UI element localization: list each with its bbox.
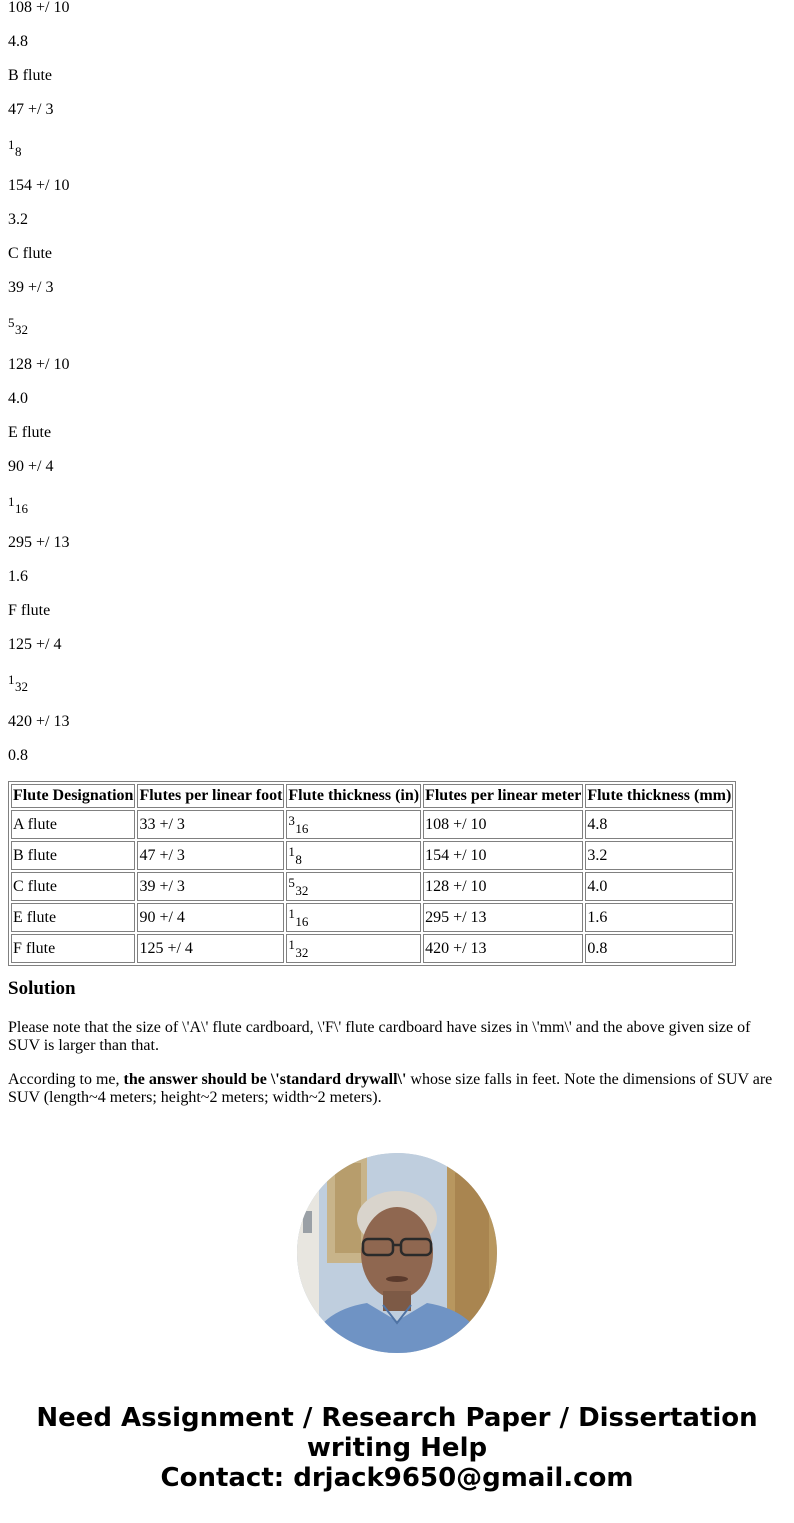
fraction-denominator: 16: [295, 913, 309, 929]
c-flute-per-meter: 128 +/ 10: [8, 356, 70, 373]
e-flute-per-meter: 295 +/ 13: [8, 534, 70, 551]
c-flute-name: C flute: [8, 245, 52, 262]
footer-line-2: writing Help: [306, 1433, 488, 1463]
table-row: [11, 934, 733, 963]
cell-per-foot: 47 +/ 3: [137, 841, 284, 870]
cell-per-meter: 154 +/ 10: [423, 841, 583, 870]
thickness-fraction: [288, 876, 312, 898]
cell-designation: E flute: [11, 903, 135, 932]
flute-table: [8, 781, 736, 966]
paragraph-text: whose size falls in feet. Note the dimensions of SUV are SUV (length~4 meters; height~2 meters; width~2 meters).: [8, 1071, 773, 1106]
cell-thickness-mm: 3.2: [585, 841, 733, 870]
footer-line-1: Need Assignment / Research Paper / Dissertation: [36, 1403, 758, 1433]
table-row: [11, 810, 733, 839]
fraction-denominator: 32: [15, 679, 28, 694]
fraction-numerator: 1: [288, 843, 295, 859]
b-flute-name: B flute: [8, 67, 52, 84]
footer-contact-line: Contact: drjack9650@gmail.com: [160, 1463, 634, 1493]
cell-thickness-mm: 0.8: [585, 934, 733, 963]
author-avatar: [297, 1153, 497, 1353]
cell-per-foot: 39 +/ 3: [137, 872, 284, 901]
thickness-fraction: [288, 845, 312, 867]
fraction-numerator: 1: [288, 936, 295, 952]
e-flute-name: E flute: [8, 424, 52, 441]
cell-thickness-mm: 4.8: [585, 810, 733, 839]
fraction-numerator: 3: [288, 812, 295, 828]
cell-designation: A flute: [11, 810, 135, 839]
table-row: [11, 872, 733, 901]
cell-designation: F flute: [11, 934, 135, 963]
table-row: [11, 903, 733, 932]
f-flute-per-meter: 420 +/ 13: [8, 713, 70, 730]
cell-designation: B flute: [11, 841, 135, 870]
header-per-foot: Flutes per linear foot: [137, 784, 284, 808]
header-designation: Flute Designation: [11, 784, 135, 808]
e-flute-per-foot: 90 +/ 4: [8, 458, 54, 475]
c-flute-per-foot: 39 +/ 3: [8, 279, 54, 296]
person-portrait-icon: [297, 1153, 497, 1353]
fraction-denominator: 32: [295, 944, 309, 960]
cell-per-foot: 90 +/ 4: [137, 903, 284, 932]
footer-contact-banner: [0, 1403, 794, 1493]
fraction-numerator: 5: [288, 874, 295, 890]
table-header-row: [11, 784, 733, 808]
cell-per-meter: 128 +/ 10: [423, 872, 583, 901]
fraction-denominator: 8: [15, 144, 22, 159]
cell-thickness-in: [286, 903, 421, 932]
a-flute-mm: 4.8: [8, 33, 28, 50]
fraction-numerator: 5: [8, 315, 15, 330]
f-flute-name: F flute: [8, 602, 51, 619]
b-flute-per-meter: 154 +/ 10: [8, 177, 70, 194]
fraction-denominator: 16: [15, 501, 28, 516]
cell-thickness-mm: 4.0: [585, 872, 733, 901]
f-flute-mm: 0.8: [8, 747, 28, 764]
solution-paragraph-2: [8, 1071, 783, 1107]
thickness-fraction: [288, 938, 312, 960]
fraction-numerator: 1: [288, 905, 295, 921]
cell-per-meter: 295 +/ 13: [423, 903, 583, 932]
cell-thickness-in: [286, 841, 421, 870]
fraction-numerator: 1: [8, 137, 15, 152]
thickness-fraction: [288, 907, 312, 929]
cell-per-meter: 108 +/ 10: [423, 810, 583, 839]
solution-paragraph-1: Please note that the size of \'A\' flute cardboard, \'F\' flute cardboard have sizes in \'mm\' and the above given size of SUV is larger than that.: [8, 1019, 751, 1054]
b-flute-mm: 3.2: [8, 211, 28, 228]
cell-designation: C flute: [11, 872, 135, 901]
cell-thickness-in: [286, 872, 421, 901]
table-row: [11, 841, 733, 870]
header-thickness-in: Flute thickness (in): [286, 784, 421, 808]
header-per-meter: Flutes per linear meter: [423, 784, 583, 808]
fraction-numerator: 1: [8, 672, 15, 687]
cell-per-meter: 420 +/ 13: [423, 934, 583, 963]
cell-thickness-mm: 1.6: [585, 903, 733, 932]
f-flute-per-foot: 125 +/ 4: [8, 636, 62, 653]
b-flute-per-foot: 47 +/ 3: [8, 101, 54, 118]
cell-thickness-in: [286, 934, 421, 963]
cell-per-foot: 125 +/ 4: [137, 934, 284, 963]
c-flute-mm: 4.0: [8, 390, 28, 407]
fraction-numerator: 1: [8, 494, 15, 509]
fraction-denominator: 32: [15, 322, 28, 337]
paragraph-text: According to me,: [8, 1071, 124, 1088]
e-flute-mm: 1.6: [8, 568, 28, 585]
fraction-denominator: 16: [295, 820, 309, 836]
cell-thickness-in: [286, 810, 421, 839]
answer-emphasis: the answer should be \'standard drywall\': [123, 1071, 407, 1088]
fraction-denominator: 32: [295, 882, 309, 898]
a-flute-per-meter: 108 +/ 10: [8, 0, 70, 16]
cell-per-foot: 33 +/ 3: [137, 810, 284, 839]
thickness-fraction: [288, 814, 312, 836]
fraction-denominator: 8: [295, 851, 302, 867]
header-thickness-mm: Flute thickness (mm): [585, 784, 733, 808]
solution-heading: Solution: [8, 978, 76, 999]
